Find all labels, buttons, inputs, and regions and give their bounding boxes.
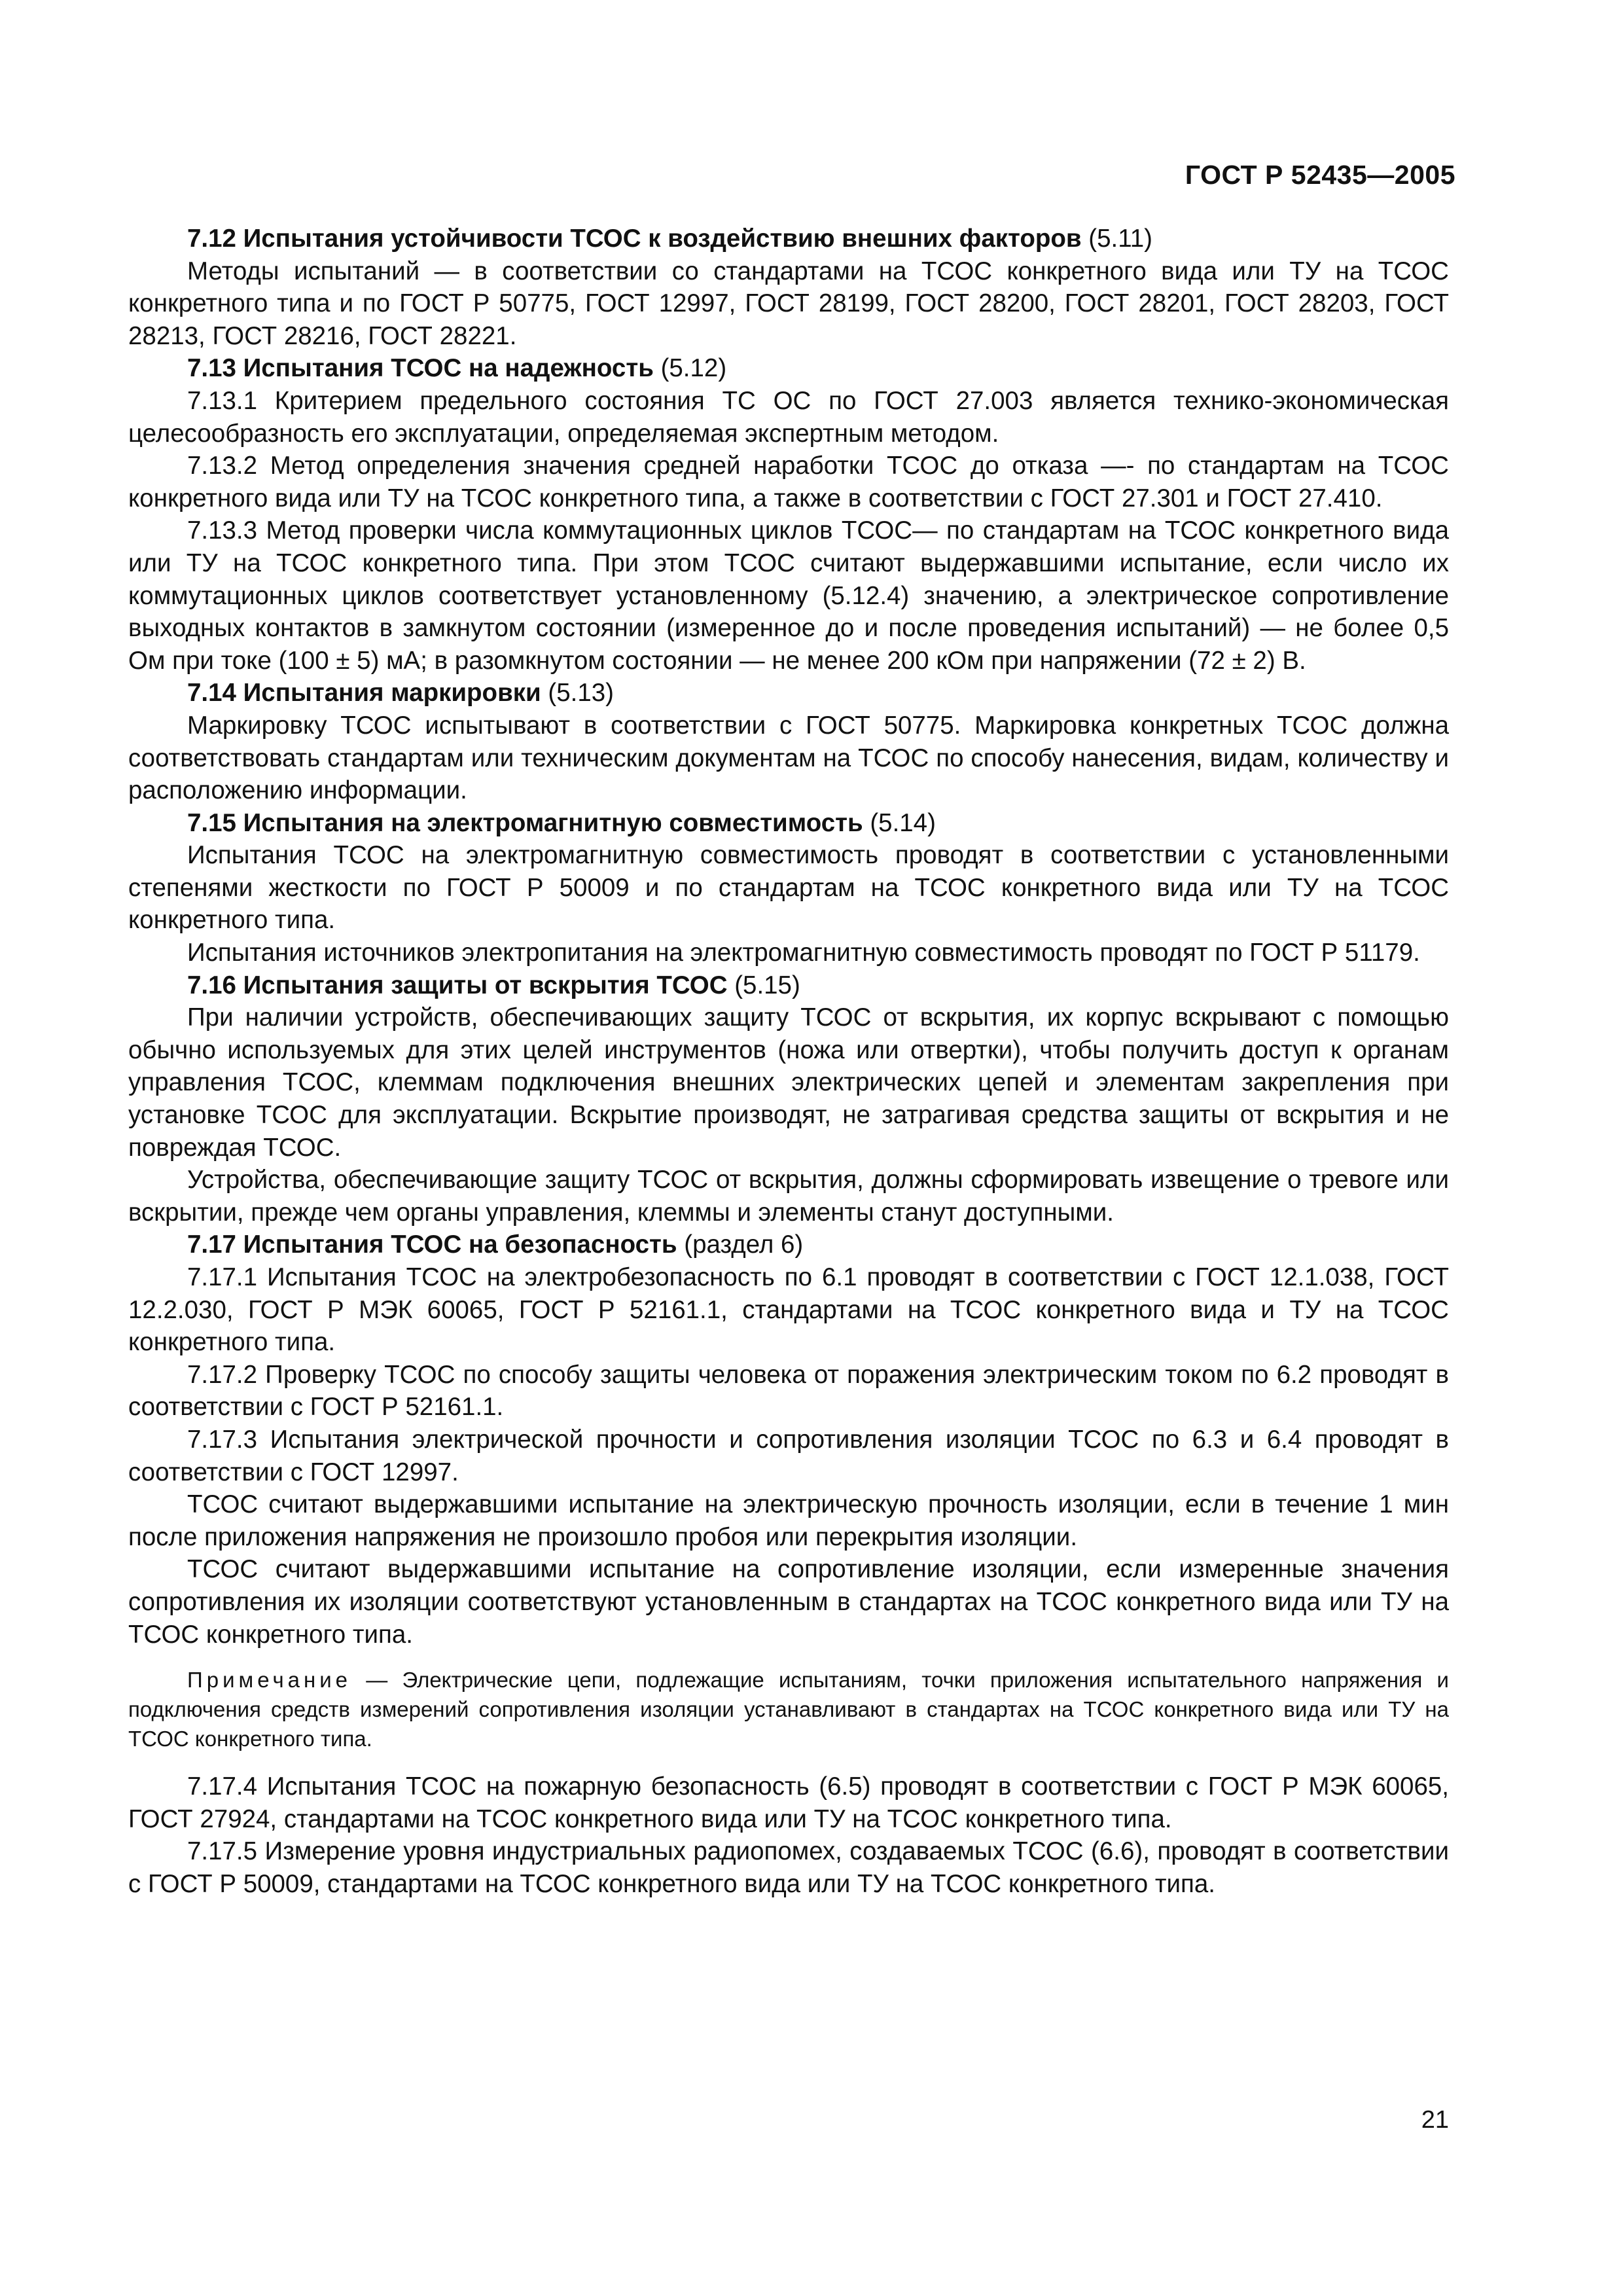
section-heading-text: 7.16 Испытания защиты от вскрытия ТСОС: [187, 971, 728, 999]
section-7-16-heading: [128, 969, 1449, 1002]
section-7-14-heading: [128, 677, 1449, 709]
paragraph: ТСОС считают выдержавшими испытание на сопротивление изоляции, если измеренные значения сопротивления их изоляции соответствуют установленным в стандартах на ТСОС конкретного вида или ТУ на ТСОС конкретного типа.: [128, 1555, 1449, 1649]
section-reference: (5.15): [727, 971, 800, 999]
paragraph: Устройства, обеспечивающие защиту ТСОС от вскрытия, должны сформировать извещение о тревоге или вскрытии, прежде чем органы управления, клеммы и элементы станут доступными.: [128, 1166, 1449, 1227]
paragraph: Маркировку ТСОС испытывают в соответствии с ГОСТ 50775. Маркировка конкретных ТСОС должна соответствовать стандартам или техническим документам на ТСОС по способу нанесения, видам, количеству и расположению информации.: [128, 711, 1449, 805]
section-heading-text: 7.12 Испытания устойчивости ТСОС к воздействию внешних факторов: [187, 224, 1082, 253]
note-label: Примечание: [187, 1668, 352, 1693]
paragraph: 7.13.3 Метод проверки числа коммутационных циклов ТСОС— по стандартам на ТСОС конкретного вида или ТУ на ТСОС конкретного типа. При этом ТСОС считают выдержавшими испытание, если число их коммутационных циклов соответствует установленному (5.12.4) значению, а электрическое сопротивление выходных контактов в замкнутом состоянии (измеренное до и после проведения испытаний) — не более 0,5 Ом при токе (100 ± 5) мА; в разомкнутом состоянии — не менее 200 кОм при напряжении (72 ± 2) В.: [128, 516, 1449, 675]
section-7-12-heading: [128, 223, 1449, 255]
paragraph: 7.17.1 Испытания ТСОС на электробезопасность по 6.1 проводят в соответствии с ГОСТ 12.1.038, ГОСТ 12.2.030, ГОСТ Р МЭК 60065, ГОСТ Р 52161.1, стандартами на ТСОС конкретного вида и ТУ на ТСОС конкретного типа.: [128, 1263, 1449, 1357]
section-reference: (5.11): [1081, 224, 1153, 253]
section-heading-text: 7.15 Испытания на электромагнитную совместимость: [187, 808, 863, 837]
section-reference: (5.14): [863, 808, 936, 837]
paragraph: 7.17.3 Испытания электрической прочности и сопротивления изоляции ТСОС по 6.3 и 6.4 проводят в соответствии с ГОСТ 12997.: [128, 1425, 1449, 1486]
paragraph: 7.13.2 Метод определения значения средней наработки ТСОС до отказа —- по стандартам на ТСОС конкретного вида или ТУ на ТСОС конкретного типа, а также в соответствии с ГОСТ 27.301 и ГОСТ 27.410.: [128, 452, 1449, 512]
paragraph: 7.17.5 Измерение уровня индустриальных радиопомех, создаваемых ТСОС (6.6), проводят в соответствии с ГОСТ Р 50009, стандартами на ТСОС конкретного вида или ТУ на ТСОС конкретного типа.: [128, 1837, 1449, 1898]
section-reference: (5.12): [653, 354, 727, 383]
page-number: 21: [1421, 2106, 1449, 2134]
paragraph: 7.17.4 Испытания ТСОС на пожарную безопасность (6.5) проводят в соответствии с ГОСТ Р МЭК 60065, ГОСТ 27924, стандартами на ТСОС конкретного вида или ТУ на ТСОС конкретного типа.: [128, 1772, 1449, 1833]
section-7-15-heading: [128, 807, 1449, 840]
paragraph: Испытания ТСОС на электромагнитную совместимость проводят в соответствии с установленными степенями жесткости по ГОСТ Р 50009 и по стандартам на ТСОС конкретного вида или ТУ на ТСОС конкретного типа.: [128, 841, 1449, 935]
note-text: — Электрические цепи, подлежащие испытаниям, точки приложения испытательного напряжения и подключения средств измерений сопротивления изоляции устанавливают в стандартах на ТСОС конкретного вида или ТУ на ТСОС конкретного типа.: [128, 1668, 1449, 1751]
paragraph: 7.13.1 Критерием предельного состояния ТС ОС по ГОСТ 27.003 является технико-экономическая целесообразность его эксплуатации, определяемая экспертным методом.: [128, 386, 1449, 448]
section-heading-text: 7.13 Испытания ТСОС на надежность: [187, 354, 654, 383]
section-reference: (5.13): [541, 679, 614, 708]
paragraph: Испытания источников электропитания на электромагнитную совместимость проводят по ГОСТ Р 51179.: [187, 939, 1420, 967]
section-heading-text: 7.17 Испытания ТСОС на безопасность: [187, 1230, 677, 1259]
note: [128, 1665, 1449, 1753]
document-body: [128, 223, 1449, 1901]
paragraph: 7.17.2 Проверку ТСОС по способу защиты человека от поражения электрическим током по 6.2 проводят в соответствии с ГОСТ Р 52161.1.: [128, 1360, 1449, 1422]
paragraph: При наличии устройств, обеспечивающих защиту ТСОС от вскрытия, их корпус вскрывают с помощью обычно используемых для этих целей инструментов (ножа или отвертки), чтобы получить доступ к органам управления ТСОС, клеммам подключения внешних электрических цепей и элементам закрепления при установке ТСОС для эксплуатации. Вскрытие производят, не затрагивая средства защиты от вскрытия и не повреждая ТСОС.: [128, 1003, 1449, 1162]
paragraph: Методы испытаний — в соответствии со стандартами на ТСОС конкретного вида или ТУ на ТСОС конкретного типа и по ГОСТ Р 50775, ГОСТ 12997, ГОСТ 28199, ГОСТ 28200, ГОСТ 28201, ГОСТ 28203, ГОСТ 28213, ГОСТ 28216, ГОСТ 28221.: [128, 257, 1449, 350]
section-heading-text: 7.14 Испытания маркировки: [187, 679, 541, 708]
document-header: ГОСТ Р 52435—2005: [1185, 160, 1455, 190]
section-7-13-heading: [128, 352, 1449, 385]
paragraph: ТСОС считают выдержавшими испытание на электрическую прочность изоляции, если в течение 1 мин после приложения напряжения не произошло пробоя или перекрытия изоляции.: [128, 1490, 1449, 1551]
section-reference: (раздел 6): [677, 1230, 804, 1259]
section-7-17-heading: [128, 1229, 1449, 1261]
